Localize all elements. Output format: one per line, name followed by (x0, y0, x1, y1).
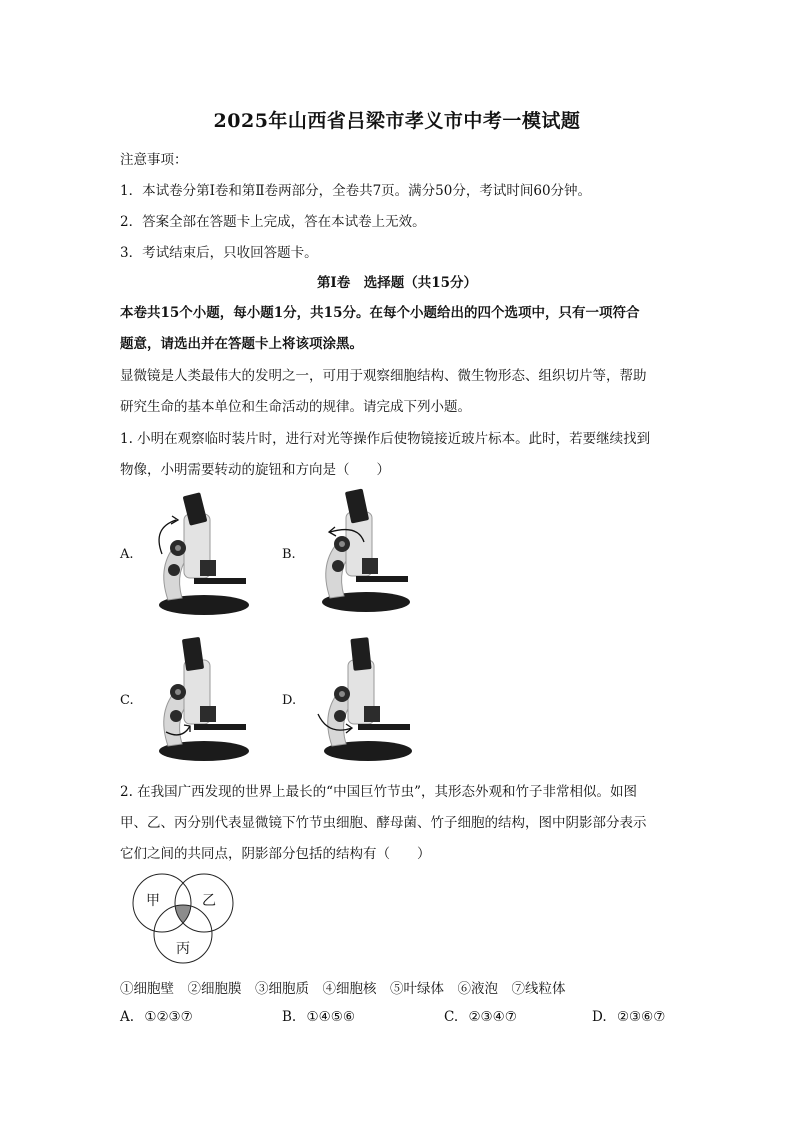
q1-option-b-label: B. (282, 547, 296, 562)
microscope-option-c-image (148, 636, 252, 764)
intro-line-2: 研究生命的基本单位和生命活动的规律。请完成下列小题。 (120, 399, 471, 415)
microscope-option-d-image (308, 636, 416, 764)
q2-line-1: 2. 在我国广西发现的世界上最长的“中国巨竹节虫”，其形态外观和竹子非常相似。如图 (120, 784, 637, 800)
q2-option-b (282, 1009, 355, 1025)
q2-option-a-label: A. (120, 1009, 135, 1025)
note-item-3: 3．考试结束后，只收回答题卡。 (120, 245, 318, 261)
q1-option-d-label: D. (282, 693, 297, 708)
q2-option-a-value: ①②③⑦ (144, 1009, 193, 1025)
q2-line-2: 甲、乙、丙分别代表显微镜下竹节虫细胞、酵母菌、竹子细胞的结构，图中阴影部分表示 (120, 815, 647, 831)
section-instruction-1: 本卷共15个小题，每小题1分，共15分。在每个小题给出的四个选项中，只有一项符合 (120, 305, 640, 321)
q2-option-d-label: D. (592, 1009, 607, 1025)
q2-line-3: 它们之间的共同点，阴影部分包括的结构有（ ） (120, 846, 431, 862)
q2-option-c-value: ②③④⑦ (468, 1009, 517, 1025)
section-title: 第Ⅰ卷 选择题（共15分） (316, 275, 478, 291)
q2-option-b-value: ①④⑤⑥ (306, 1009, 355, 1025)
q2-option-b-label: B. (282, 1009, 297, 1025)
q2-structures: ①细胞壁 ②细胞膜 ③细胞质 ④细胞核 ⑤叶绿体 ⑥液泡 ⑦线粒体 (120, 981, 566, 997)
venn-label-a: 甲 (146, 893, 160, 909)
note-item-1: 1．本试卷分第Ⅰ卷和第Ⅱ卷两部分，全卷共7页。满分50分，考试时间60分钟。 (120, 183, 592, 199)
section-instruction-2: 题意，请选出并在答题卡上将该项涂黑。 (120, 336, 363, 352)
page-title: 2025年山西省吕梁市孝义市中考一模试题 (213, 110, 581, 132)
q2-option-d-value: ②③⑥⑦ (616, 1009, 666, 1025)
q1-line-1: 1. 小明在观察临时装片时，进行对光等操作后使物镜接近玻片标本。此时，若要继续找到 (120, 431, 651, 447)
note-item-2: 2．答案全部在答题卡上完成，答在本试卷上无效。 (120, 214, 426, 230)
q2-option-d (592, 1009, 665, 1025)
microscope-option-b-image (308, 488, 412, 616)
q2-option-c-label: C. (444, 1009, 459, 1025)
microscope-option-a-image (148, 490, 252, 618)
q2-option-a (120, 1009, 193, 1025)
q1-option-a-label: A. (120, 547, 134, 562)
venn-diagram (124, 872, 240, 964)
venn-label-b: 乙 (202, 893, 216, 909)
intro-line-1: 显微镜是人类最伟大的发明之一，可用于观察细胞结构、微生物形态、组织切片等，帮助 (120, 368, 647, 384)
q2-option-c (444, 1009, 517, 1025)
venn-label-c: 丙 (176, 941, 190, 957)
notes-heading: 注意事项： (120, 152, 188, 168)
q1-line-2: 物像，小明需要转动的旋钮和方向是（ ） (120, 462, 390, 478)
q1-option-c-label: C. (120, 693, 134, 708)
